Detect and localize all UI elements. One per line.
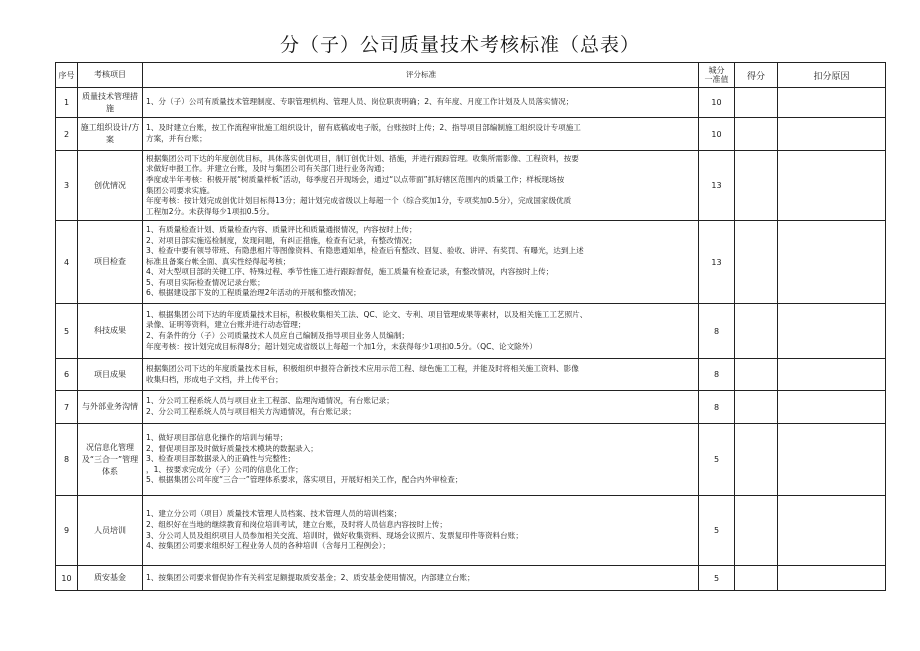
row-got-score	[735, 391, 778, 424]
row-number: 7	[56, 391, 78, 424]
row-item: 项目检查	[78, 221, 143, 304]
row-got-score	[735, 566, 778, 591]
header-item: 考核项目	[78, 63, 143, 88]
row-score: 8	[699, 359, 735, 391]
row-got-score	[735, 118, 778, 151]
standard-line: ，1、按要求完成分（子）公司的信息化工作；	[146, 464, 303, 474]
row-item: 况信息化管理及“三合一”管理体系	[78, 424, 143, 496]
standard-line: 3、检查项目部数据录入的正确性与完整性；	[146, 454, 296, 464]
standard-line: 4、按集团公司要求组织好工程业务人员的各种培训（含每月工程例会）；	[146, 541, 391, 551]
row-standard	[143, 88, 699, 118]
standard-line: 5、有项目实际检查情况记录台账；	[146, 277, 265, 287]
standard-line: 3、分公司人员及组织项目人员参加相关交流、培训时，做好收集资料、现场会议照片、发票复印件等资料台账；	[146, 530, 523, 540]
row-number: 8	[56, 424, 78, 496]
row-number: 9	[56, 496, 78, 566]
row-score: 8	[699, 304, 735, 359]
row-item: 施工组织设计/方案	[78, 118, 143, 151]
row-standard	[143, 304, 699, 359]
row-deduction-reason	[778, 304, 886, 359]
standard-line: 4、对大型项目部的关键工序、特殊过程、季节性施工进行跟踪督促，施工质量有检查记录，有整改情况，内容按时上传；	[146, 267, 554, 277]
row-got-score	[735, 359, 778, 391]
row-item: 质量技术管理措施	[78, 88, 143, 118]
standard-line: 2、分公司工程系统人员与项目相关方沟通情况，有台账记录；	[146, 407, 356, 416]
standard-line: 5、根据集团公司年度“三合一”管理体系要求，落实项目，开展好相关工作，配合内外审检查；	[146, 475, 463, 485]
table-row	[56, 304, 886, 359]
row-item: 质安基金	[78, 566, 143, 591]
row-score: 10	[699, 118, 735, 151]
row-score: 13	[699, 151, 735, 221]
row-deduction-reason	[778, 496, 886, 566]
standard-line: 3、检查中要有领导带班、有隐患相片等图像资料、有隐患通知单，检查后有整改、回复、验收、讲评、有奖罚、有曝光，达到上述	[146, 246, 584, 256]
row-deduction-reason	[778, 151, 886, 221]
row-score: 8	[699, 391, 735, 424]
row-deduction-reason	[778, 566, 886, 591]
standard-line: 根据集团公司下达的年度质量技术目标，积极组织申报符合新技术应用示范工程、绿色施工工程，并能及时将相关施工资料、影像	[146, 363, 579, 373]
header-got: 得分	[735, 63, 778, 88]
row-deduction-reason	[778, 118, 886, 151]
row-number: 4	[56, 221, 78, 304]
row-score: 5	[699, 566, 735, 591]
header-no: 序号	[56, 63, 78, 88]
standard-line: 1、根据集团公司下达的年度质量技术目标，积极收集相关工法、QC、论文、专利、项目管理成果等素材，以及相关施工工艺照片、	[146, 309, 588, 319]
standard-line: 1、建立分公司（项目）质量技术管理人员档案、技术管理人员的培训档案；	[146, 509, 402, 519]
row-item: 人员培训	[78, 496, 143, 566]
page-title: 分（子）公司质量技术考核标准（总表）	[279, 34, 640, 56]
row-got-score	[735, 496, 778, 566]
standard-line: 方案，并有台账；	[146, 134, 207, 143]
standard-line: 标准且备案台帐全面、真实性经得起考核；	[146, 256, 291, 266]
row-score: 10	[699, 88, 735, 118]
standard-line: 1、分（子）公司有质量技术管理制度、专职管理机构、管理人员、岗位职责明确；2、有年度、月度工作计划及人员落实情况；	[146, 97, 574, 107]
row-got-score	[735, 304, 778, 359]
row-standard	[143, 151, 699, 221]
table-row	[56, 424, 886, 496]
standard-line: 6、根据建设部下发的工程质量治理2年活动的开展和整改情况；	[146, 288, 361, 298]
standard-line: 2、对项目部实施巡检制度，发现问题，有纠正措施，检查有记录，有整改情况；	[146, 235, 417, 245]
table-header-row	[56, 63, 886, 88]
row-standard	[143, 424, 699, 496]
table-row	[56, 496, 886, 566]
table-row	[56, 359, 886, 391]
table-row	[56, 88, 886, 118]
row-number: 3	[56, 151, 78, 221]
standard-line: 年度考核：按计划完成创优计划目标得13分；超计划完成省级以上每超一个（综合奖加1分，专项奖加0.5分），完成国家级优质	[146, 196, 572, 206]
standard-line: 2、督促项目部及时做好质量技术模块的数据录入；	[146, 443, 318, 453]
row-standard	[143, 221, 699, 304]
header-standard: 评分标准	[143, 63, 699, 88]
row-number: 6	[56, 359, 78, 391]
table-row	[56, 391, 886, 424]
header-reason: 扣分原因	[778, 63, 886, 88]
row-number: 2	[56, 118, 78, 151]
standard-line: 收集归档，形成电子文档，并上传平台；	[146, 374, 283, 384]
row-number: 1	[56, 88, 78, 118]
row-item: 与外部业务沟情	[78, 391, 143, 424]
standard-line: 季度或半年考核：积极开展“树质量样板”活动，每季度召开现场会，通过“以点带面”抓好辖区范围内的质量工作；样板现场按	[146, 174, 565, 184]
row-score: 5	[699, 496, 735, 566]
standard-line: 求做好申报工作。并建立台账，及时与集团公司有关部门进行业务沟通；	[146, 164, 389, 174]
header-score-label: 一准值	[704, 75, 729, 84]
row-deduction-reason	[778, 391, 886, 424]
standard-line: 集团公司要求实施。	[146, 185, 215, 195]
standard-line: 2、有条件的分（子）公司质量技术人员应自己编制及指导项目业务人员编制；	[146, 331, 410, 340]
standard-line: 年度考核：按计划完成目标得8分；超计划完成省级以上每超一个加1分，未获得每少1项扣0.5分。（QC、论文除外）	[146, 341, 537, 351]
standard-line: 1、分公司工程系统人员与项目业主工程部、监理沟通情况，有台账记录；	[146, 396, 394, 406]
table-row	[56, 566, 886, 591]
header-score-standard	[699, 63, 735, 88]
row-item: 项目成果	[78, 359, 143, 391]
row-standard	[143, 118, 699, 151]
table-row	[56, 221, 886, 304]
row-standard	[143, 496, 699, 566]
row-item: 创优情况	[78, 151, 143, 221]
row-standard	[143, 391, 699, 424]
row-number: 5	[56, 304, 78, 359]
row-got-score	[735, 88, 778, 118]
assessment-table	[55, 62, 886, 591]
standard-line: 根据集团公司下达的年度创优目标，具体落实创优项目，制订创优计划、措施，并进行跟踪管理。收集所需影像、工程资料，按要	[146, 153, 579, 163]
row-number: 10	[56, 566, 78, 591]
standard-line: 1、及时建立台账，按工作流程审批施工组织设计，留有底稿或电子版，台账按时上传；2、指导项目部编制施工组织设计专项施工	[146, 123, 581, 133]
standard-line: 工程加2分。未获得每少1项扣0.5分。	[146, 206, 275, 216]
standard-line: 1、按集团公司要求督促协作有关科室足额提取质安基金；2、质安基金使用情况，内部建立台账；	[146, 572, 475, 582]
row-deduction-reason	[778, 424, 886, 496]
row-got-score	[735, 221, 778, 304]
standard-line: 录像、证明等资料，建立台账并进行动态管理；	[146, 320, 306, 330]
row-got-score	[735, 424, 778, 496]
standard-line: 2、组织好在当地的继续教育和岗位培训考试，建立台账，及时将人员信息内容按时上传；	[146, 519, 447, 529]
row-score: 13	[699, 221, 735, 304]
row-standard	[143, 359, 699, 391]
row-got-score	[735, 151, 778, 221]
row-deduction-reason	[778, 88, 886, 118]
standard-line: 1、有质量检查计划、质量检查内容、质量评比和质量通报情况，内容按时上传；	[146, 224, 417, 234]
row-deduction-reason	[778, 359, 886, 391]
row-deduction-reason	[778, 221, 886, 304]
row-item: 科技成果	[78, 304, 143, 359]
row-score: 5	[699, 424, 735, 496]
table-row	[56, 151, 886, 221]
standard-line: 1、做好项目部信息化操作的培训与辅导；	[146, 433, 288, 443]
row-standard	[143, 566, 699, 591]
header-score-prefix: 城分	[708, 66, 725, 75]
table-row	[56, 118, 886, 151]
